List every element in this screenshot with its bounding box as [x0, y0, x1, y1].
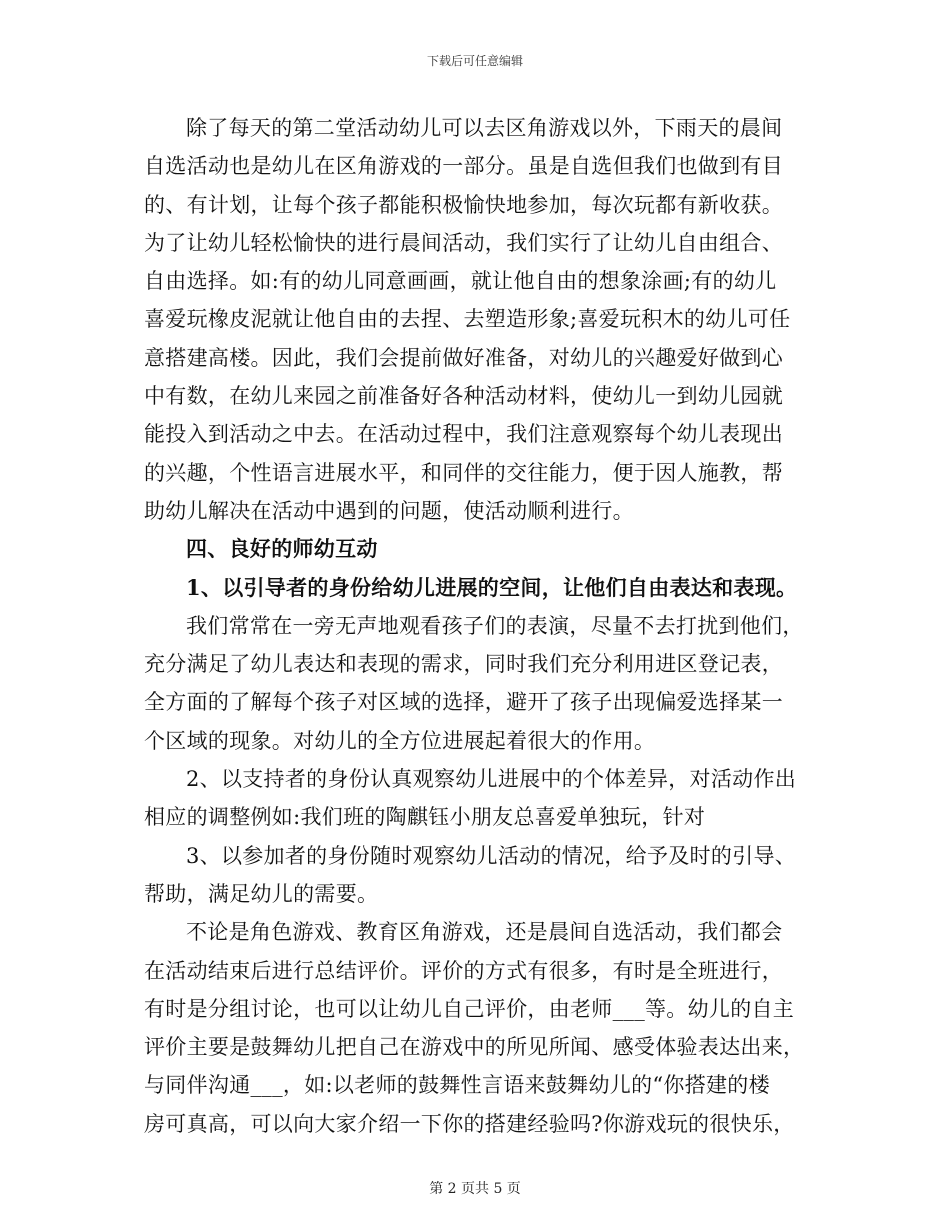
subsection-heading: 1、以引导者的身份给幼儿进展的空间，让他们自由表达和表现。 — [186, 574, 798, 600]
paragraph-line: 帮助，满足幼儿的需要。 — [144, 881, 379, 906]
section-heading: 四、良好的师幼互动 — [186, 536, 378, 562]
paragraph-line: 相应的调整例如:我们班的陶麒钰小朋友总喜爱单独玩，针对 — [144, 805, 706, 830]
paragraph-line: 3、以参加者的身份随时观察幼儿活动的情况，给予及时的引导、 — [186, 843, 797, 868]
paragraph-line: 喜爱玩橡皮泥就让他自由的去捏、去塑造形象;喜爱玩积木的幼儿可任 — [144, 307, 791, 332]
paragraph-line: 为了让幼儿轻松愉快的进行晨间活动，我们实行了让幼儿自由组合、 — [144, 230, 783, 255]
page-header: 下载后可任意编辑 — [426, 54, 523, 68]
paragraph-line: 的兴趣，个性语言进展水平，和同伴的交往能力，便于因人施教，帮 — [144, 460, 783, 485]
paragraph-line: 不论是角色游戏、教育区角游戏，还是晨间自选活动，我们都会 — [186, 920, 783, 945]
paragraph-line: 评价主要是鼓舞幼儿把自己在游戏中的所见所闻、感受体验表达出来， — [144, 1035, 805, 1060]
paragraph-line: 充分满足了幼儿表达和表现的需求，同时我们充分利用进区登记表， — [144, 652, 783, 677]
paragraph-line: 助幼儿解决在活动中遇到的问题，使活动顺利进行。 — [144, 498, 634, 523]
paragraph-line: 自由选择。如:有的幼儿同意画画，就让他自由的想象涂画;有的幼儿 — [144, 269, 777, 294]
paragraph-line: 房可真高，可以向大家介绍一下你的搭建经验吗?你游戏玩的很快乐， — [144, 1111, 795, 1136]
paragraph-line: 在活动结束后进行总结评价。评价的方式有很多，有时是全班进行， — [144, 958, 783, 983]
paragraph-line: 能投入到活动之中去。在活动过程中，我们注意观察每个幼儿表现出 — [144, 422, 783, 447]
paragraph-line: 全方面的了解每个孩子对区域的选择，避开了孩子出现偏爱选择某一 — [144, 690, 783, 715]
paragraph-line: 自选活动也是幼儿在区角游戏的一部分。虽是自选但我们也做到有目 — [144, 154, 783, 179]
paragraph-line: 2、以支持者的身份认真观察幼儿进展中的个体差异，对活动作出 — [186, 767, 797, 792]
document-body — [144, 109, 816, 1143]
paragraph-line: 中有数，在幼儿来园之前准备好各种活动材料，使幼儿一到幼儿园就 — [144, 384, 783, 409]
paragraph-line: 除了每天的第二堂活动幼儿可以去区角游戏以外，下雨天的晨间 — [186, 116, 783, 140]
paragraph-line: 个区域的现象。对幼儿的全方位进展起着很大的作用。 — [144, 728, 656, 753]
paragraph-line: 有时是分组讨论，也可以让幼儿自己评价，由老师___等。幼儿的自主 — [144, 996, 795, 1021]
paragraph-line: 与同伴沟通___，如:以老师的鼓舞性言语来鼓舞幼儿的“你搭建的楼 — [144, 1073, 770, 1098]
paragraph-line: 的、有计划，让每个孩子都能积极愉快地参加，每次玩都有新收获。 — [144, 192, 783, 217]
paragraph-line: 我们常常在一旁无声地观看孩子们的表演，尽量不去打扰到他们， — [186, 613, 804, 638]
page-number: 第 2 页共 5 页 — [429, 1181, 521, 1197]
paragraph-line: 意搭建高楼。因此，我们会提前做好准备，对幼儿的兴趣爱好做到心 — [144, 345, 783, 370]
